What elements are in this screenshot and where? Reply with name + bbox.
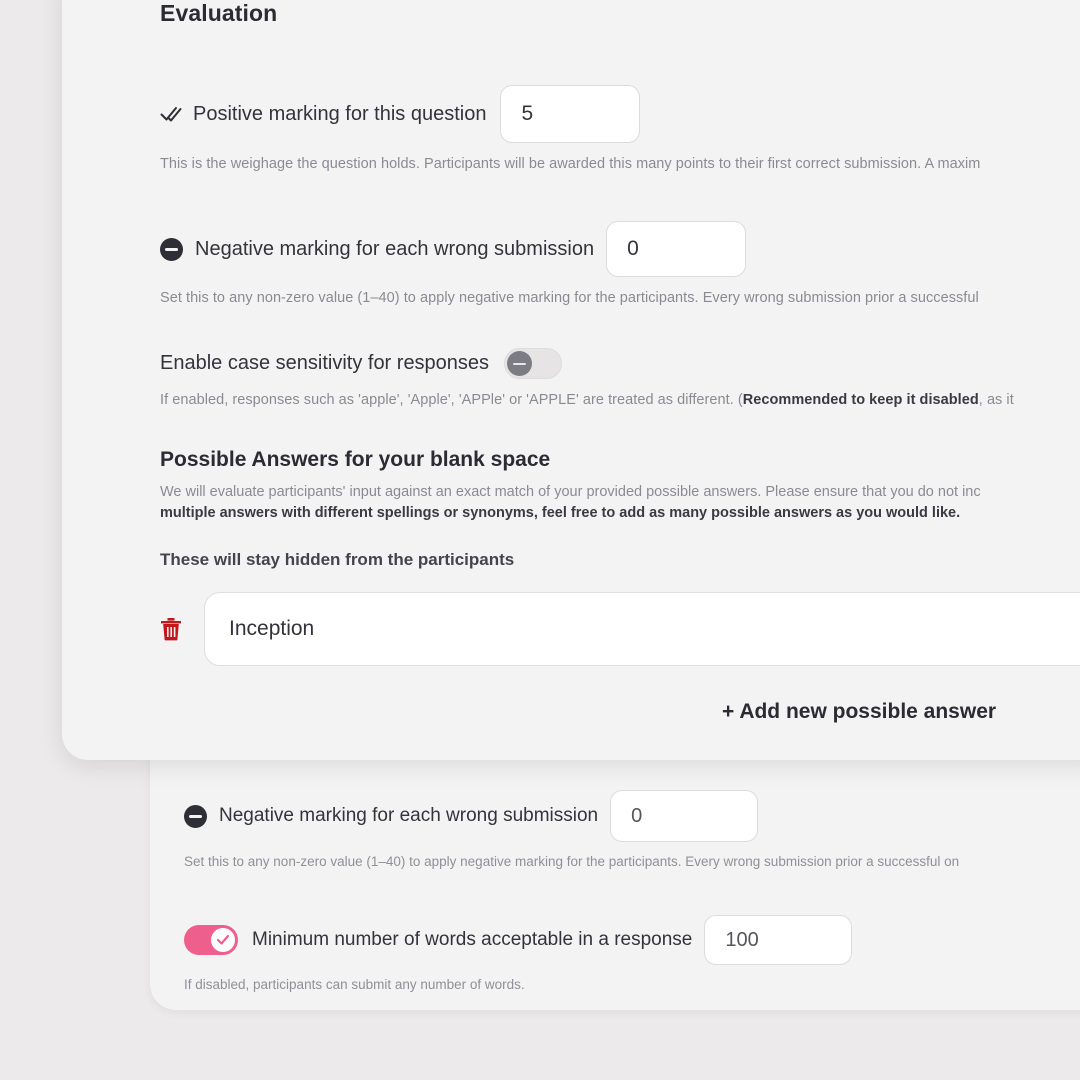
minus-circle-icon (160, 238, 183, 261)
case-sensitivity-helper-bold: Recommended to keep it disabled (742, 392, 979, 408)
back-min-words-input[interactable] (704, 915, 852, 965)
possible-answers-title: Possible Answers for your blank space (160, 448, 551, 471)
case-sensitivity-row (160, 348, 1080, 379)
back-min-words-label: Minimum number of words acceptable in a response (252, 929, 693, 950)
possible-answers-section (160, 448, 1080, 724)
add-new-possible-answer-button[interactable]: + Add new possible answer (722, 700, 997, 723)
negative-marking-label: Negative marking for each wrong submission (195, 237, 595, 260)
positive-marking-helper: This is the weighage the question holds. Participants will be awarded this many points to their first correct submission. A maxim (160, 156, 981, 172)
hidden-from-participants-note: These will stay hidden from the participants (160, 550, 515, 569)
back-negative-marking-helper: Set this to any non-zero value (1–40) to apply negative marking for the participants. Every wrong submission prior a successful on (184, 854, 960, 869)
negative-marking-row (160, 221, 1080, 277)
case-sensitivity-toggle[interactable] (504, 348, 562, 379)
positive-marking-input[interactable] (500, 85, 640, 143)
back-negative-marking-input[interactable] (610, 790, 758, 842)
check-icon (216, 933, 230, 947)
case-sensitivity-label: Enable case sensitivity for responses (160, 352, 490, 374)
trash-icon[interactable] (160, 617, 182, 641)
negative-marking-helper: Set this to any non-zero value (1–40) to apply negative marking for the participants. Every wrong submission prior a successful (160, 290, 979, 306)
possible-answers-description-line2 (160, 503, 1080, 524)
case-sensitivity-helper-prefix: If enabled, responses such as 'apple', 'Apple', 'APPle' or 'APPLE' are treated as different. ( (160, 392, 743, 408)
minus-circle-icon (184, 805, 207, 828)
back-negative-marking-row (184, 790, 1080, 842)
possible-answer-input[interactable] (204, 592, 1080, 666)
possible-answers-description-line1: We will evaluate participants' input against an exact match of your provided possible answers. Please ensure that you do not inc (160, 484, 981, 500)
negative-marking-input[interactable] (606, 221, 746, 277)
possible-answer-row (160, 592, 1080, 666)
case-sensitivity-helper (160, 392, 1080, 408)
possible-answers-description-bold: multiple answers with different spellings or synonyms, feel free to add as many possible answers as you would like. (160, 505, 961, 521)
positive-marking-label: Positive marking for this question (193, 102, 487, 125)
positive-marking-row (160, 85, 1080, 143)
back-min-words-row (184, 915, 1080, 965)
background-settings-card (150, 735, 1080, 1010)
case-sensitivity-helper-suffix: , as it (978, 392, 1014, 408)
back-negative-marking-label: Negative marking for each wrong submission (219, 805, 599, 826)
evaluation-card (62, 0, 1080, 760)
min-words-toggle[interactable] (184, 925, 238, 955)
back-min-words-helper: If disabled, participants can submit any number of words. (184, 977, 525, 992)
page-title: Evaluation (160, 0, 278, 26)
double-check-icon (160, 103, 182, 125)
toggle-knob (507, 351, 532, 376)
